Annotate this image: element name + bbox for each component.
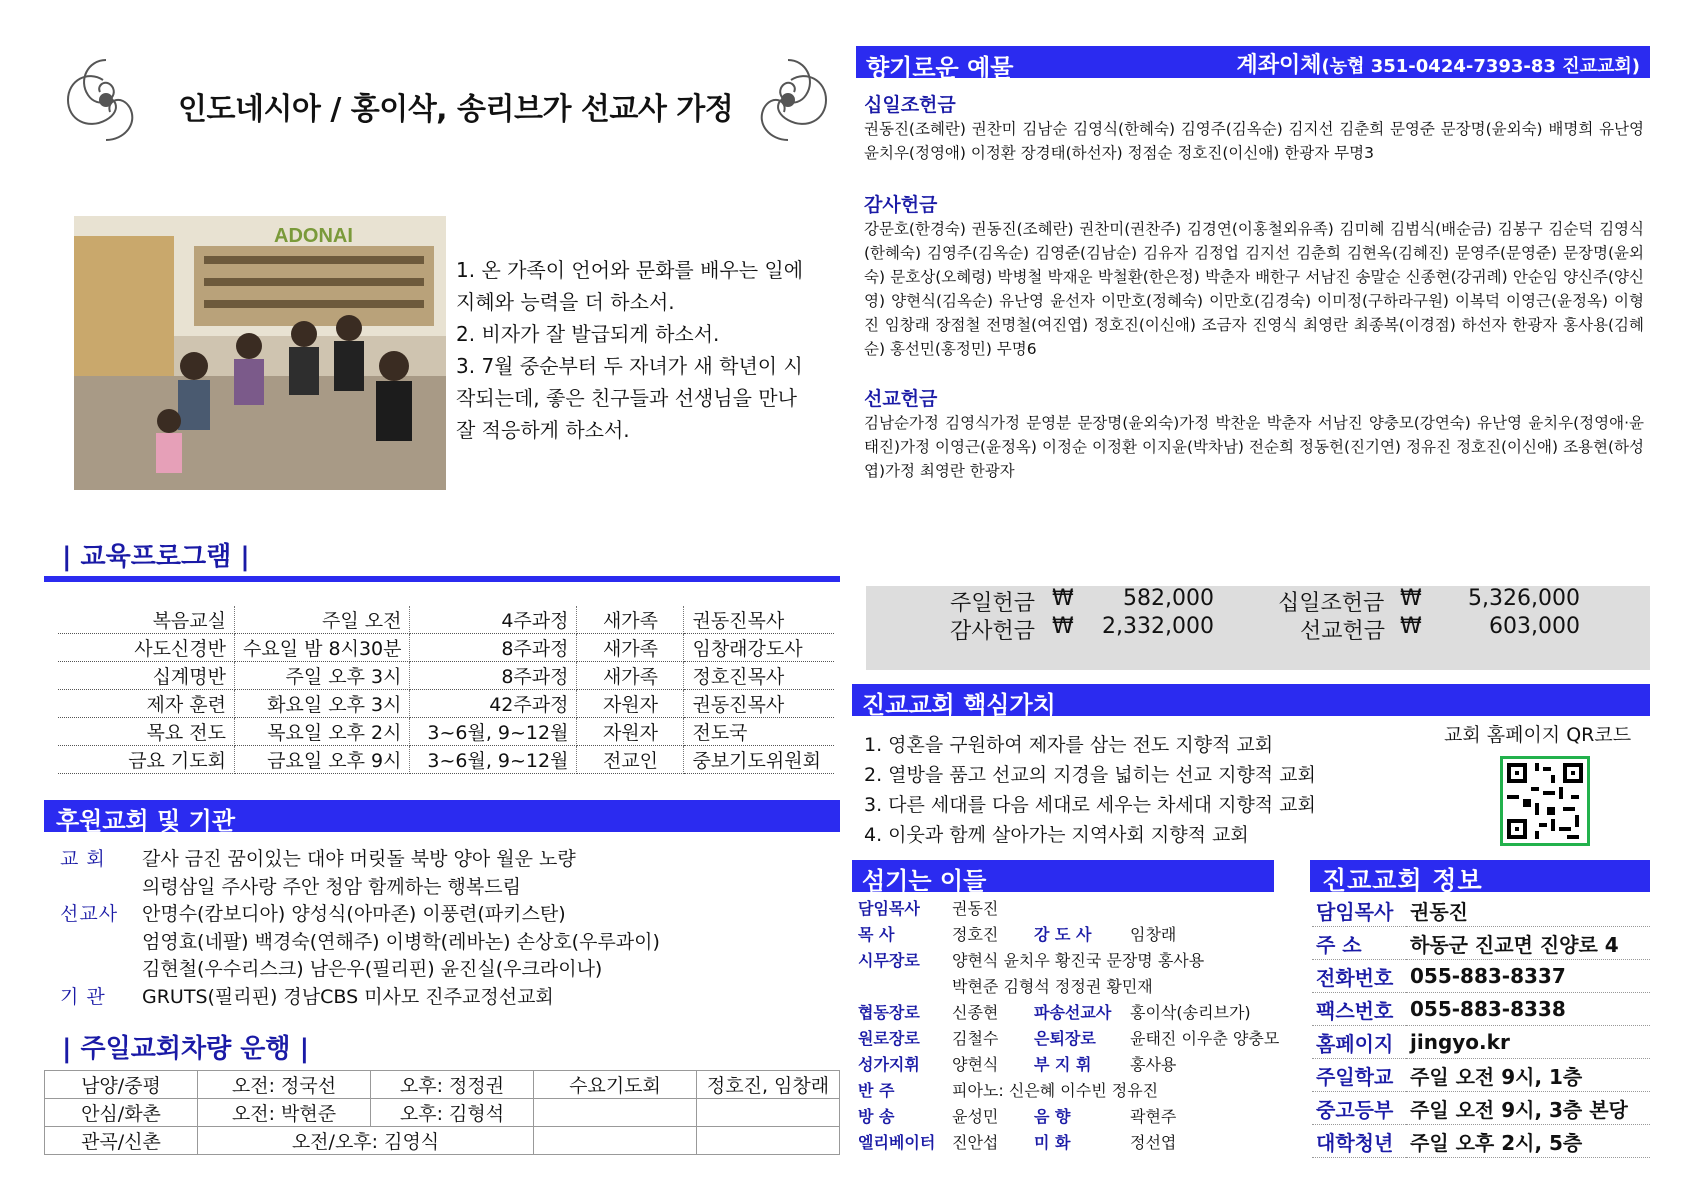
tithe-section [864, 90, 1644, 165]
role-label: 협동장로 [858, 1003, 920, 1022]
support-header [44, 800, 840, 835]
program-duration: 42주과정 [410, 690, 577, 718]
support-row [60, 901, 660, 984]
role-label: 엘리베이터 [858, 1133, 936, 1152]
info-value: 주일 오전 9시, 3층 본당 [1406, 1092, 1650, 1125]
program-target: 새가족 [577, 662, 684, 690]
program-name: 제자 훈련 [58, 690, 235, 718]
total-currency: ₩ [1052, 586, 1074, 611]
total-currency: ₩ [1052, 614, 1074, 639]
role-names: 임창래 [1130, 925, 1177, 944]
route-area: 관곡/신촌 [45, 1127, 198, 1155]
account-label: 계좌이체 [1236, 53, 1322, 78]
program-duration: 3~6월, 9~12월 [410, 718, 577, 746]
role-names: 곽현주 [1130, 1107, 1177, 1126]
table-row [58, 690, 834, 718]
account-info [1236, 48, 1640, 79]
program-leader: 전도국 [684, 718, 835, 746]
info-label: 전화번호 [1312, 960, 1406, 993]
table-row [58, 746, 834, 774]
role-label: 방 송 [858, 1107, 895, 1126]
core-value: 3. 다른 세대를 다음 세대로 세우는 차세대 지향적 교회 [864, 794, 1316, 816]
program-target: 전교인 [577, 746, 684, 774]
role-label: 은퇴장로 [1034, 1029, 1096, 1048]
church-info-title: 진교교회 정보 [1322, 866, 1483, 895]
table-row [1312, 894, 1650, 927]
mission-title: 인도네시아 / 홍이삭, 송리브가 선교사 가정 [178, 92, 734, 127]
support-category: 선교사 [60, 903, 119, 925]
mission-offering-section [864, 384, 1644, 483]
support-line: GRUTS(필리핀) 경남CBS 미사모 진주교정선교회 [142, 985, 554, 1008]
role-label: 파송선교사 [1034, 1003, 1112, 1022]
role-names: 김철수 [952, 1029, 999, 1048]
role-names: 홍사용 [1130, 1055, 1177, 1074]
program-target: 새가족 [577, 606, 684, 634]
total-amount: 603,000 [1489, 614, 1580, 639]
route-area: 남양/중평 [45, 1071, 198, 1099]
support-line: 엄영효(네팔) 백경숙(연해주) 이병학(레바논) 손상호(우루과이) [142, 930, 660, 953]
program-time: 수요일 밤 8시30분 [235, 634, 410, 662]
table-row [1312, 1125, 1650, 1158]
servant-row [858, 1000, 1251, 1023]
table-row [1312, 1092, 1650, 1125]
info-label: 중고등부 [1312, 1092, 1406, 1125]
ornament-left [58, 50, 154, 150]
core-values-list [864, 730, 1316, 850]
core-values-title: 진교교회 핵심가치 [862, 691, 1056, 719]
program-leader: 정호진목사 [684, 662, 835, 690]
servant-row [858, 896, 999, 919]
program-leader: 권동진목사 [684, 606, 835, 634]
role-names: 정선엽 [1130, 1133, 1177, 1152]
total-currency: ₩ [1400, 614, 1422, 639]
support-category: 교 회 [60, 848, 106, 870]
route-service [534, 1127, 697, 1155]
support-title: 후원교회 및 기관 [56, 807, 235, 835]
program-time: 화요일 오후 3시 [235, 690, 410, 718]
qr-label: 교회 홈페이지 QR코드 [1444, 724, 1632, 746]
role-names: 윤태진 이우춘 양충모 [1130, 1029, 1280, 1048]
role-names: 윤성민 [952, 1107, 999, 1126]
role-label: 미 화 [1034, 1133, 1071, 1152]
servants-header [852, 860, 1274, 895]
program-time: 주일 오전 [235, 606, 410, 634]
program-time: 목요일 오후 2시 [235, 718, 410, 746]
route-allday: 오전/오후: 김영식 [198, 1127, 534, 1155]
info-label: 홈페이지 [1312, 1026, 1406, 1059]
table-row [45, 1127, 840, 1155]
offering-header [856, 46, 1650, 82]
program-time: 금요일 오후 9시 [235, 746, 410, 774]
table-row [1312, 993, 1650, 1026]
table-row [1312, 927, 1650, 960]
servant-row [952, 974, 1153, 997]
section-names: 강문호(한경숙) 권동진(조혜란) 권찬미(권찬주) 김경연(이홍철외유족) 김미혜 김범식(배순금) 김봉구 김순덕 김영식(한혜숙) 김영주(김옥순) 김영준(김남순) 김유자 김정업 김지선 김춘희 김현옥(김혜진) 문영주(문영준) 문장명(윤외숙) 문호상(오혜령) 박병철 박재운 박철환(한은정) 박춘자 배한구 서남진 송말순 신종현(강귀례) 안순임 양신주(양신영) 양현식(김옥순) 유난영 윤선자 이만호(정혜숙) 이만호(김경숙) 이미정(구하라구원) 이복덕 이영근(윤정옥) 이형진 임창래 장점철 전명철(여진엽) 정호진(이신애) 조금자 진영식 최영란 최종복(이경점) 하선자 한광자 홍사용(김혜순) 홍선민(홍정민) 무명6 [864, 220, 1644, 358]
table-row [58, 662, 834, 690]
prayer-item: 2. 비자가 잘 발급되게 하소서. [456, 322, 720, 346]
church-info-header [1310, 860, 1650, 895]
route-driver: 정호진, 임창래 [697, 1071, 840, 1099]
info-value: 주일 오후 2시, 5층 [1406, 1125, 1650, 1158]
table-row [58, 606, 834, 634]
table-row [58, 718, 834, 746]
servant-row [858, 1130, 1177, 1153]
program-leader: 권동진목사 [684, 690, 835, 718]
role-label: 부 지 휘 [1034, 1055, 1092, 1074]
info-value: 055-883-8338 [1406, 993, 1650, 1026]
role-label: 담임목사 [858, 899, 920, 918]
route-driver [697, 1099, 840, 1127]
total-label: 선교헌금 [1300, 619, 1386, 644]
servant-row [858, 1026, 1280, 1049]
program-time: 주일 오후 3시 [235, 662, 410, 690]
program-name: 사도신경반 [58, 634, 235, 662]
support-row [60, 984, 660, 1012]
table-row [1312, 1026, 1650, 1059]
role-label: 시무장로 [858, 951, 920, 970]
program-duration: 8주과정 [410, 662, 577, 690]
homepage-qr-code[interactable] [1500, 756, 1590, 846]
role-label: 반 주 [858, 1081, 895, 1100]
route-service [534, 1099, 697, 1127]
core-value: 2. 열방을 품고 선교의 지경을 넓히는 선교 지향적 교회 [864, 764, 1316, 786]
account-detail: (농협 351-0424-7393-83 진교교회) [1321, 56, 1640, 77]
program-leader: 임창래강도사 [684, 634, 835, 662]
vehicle-title: | 주일교회차량 운행 | [62, 1034, 310, 1064]
prayer-item: 1. 온 가족이 언어와 문화를 배우는 일에 지혜와 능력을 더 하소서. [456, 258, 804, 314]
table-row [45, 1099, 840, 1127]
role-label: 강 도 사 [1034, 925, 1092, 944]
table-row [58, 634, 834, 662]
church-info-table [1312, 894, 1650, 1158]
offering-title: 향기로운 예물 [866, 54, 1014, 82]
role-names: 박현준 김형석 정정권 황민재 [952, 977, 1153, 996]
total-label: 주일헌금 [950, 591, 1036, 616]
program-name: 십계명반 [58, 662, 235, 690]
servant-row [858, 1104, 1177, 1127]
info-value: 권동진 [1406, 894, 1650, 927]
total-label: 십일조헌금 [1278, 591, 1385, 616]
support-category: 기 관 [60, 985, 106, 1008]
servant-row [858, 922, 1177, 945]
program-target: 자원자 [577, 718, 684, 746]
support-line: 안명수(캄보디아) 양성식(아마존) 이풍련(파키스탄) [142, 903, 566, 925]
route-driver [697, 1127, 840, 1155]
role-names: 정호진 [952, 925, 999, 944]
total-amount: 582,000 [1123, 586, 1214, 611]
table-row [45, 1071, 840, 1099]
prayer-item: 3. 7월 중순부터 두 자녀가 새 학년이 시작되는데, 좋은 친구들과 선생님을 만나 잘 적응하게 하소서. [456, 354, 803, 442]
info-label: 주일학교 [1312, 1059, 1406, 1092]
role-names: 신종현 [952, 1003, 999, 1022]
role-names: 홍이삭(송리브가) [1130, 1003, 1251, 1022]
section-names: 김남순가정 김영식가정 문영분 문장명(윤외숙)가정 박찬운 박춘자 서남진 양충모(강연숙) 유난영 윤치우(정영애·윤태진)가정 이영근(윤정옥) 이정순 이정환 이지윤(박차남) 전순희 정동헌(진기연) 정유진 정호진(이신애) 조용현(하성엽)가정 최영란 한광자 [864, 414, 1644, 480]
route-morning: 오전: 정국선 [198, 1071, 371, 1099]
education-table [58, 606, 834, 774]
info-label: 팩스번호 [1312, 993, 1406, 1026]
education-title: | 교육프로그램 | [62, 542, 250, 572]
role-label: 성가지휘 [858, 1055, 920, 1074]
support-line: 김현철(우수리스크) 남은우(필리핀) 윤진실(우크라이나) [142, 958, 603, 980]
core-value: 1. 영혼을 구원하여 제자를 삼는 전도 지향적 교회 [864, 734, 1274, 756]
program-name: 복음교실 [58, 606, 235, 634]
info-value: 하동군 진교면 진양로 4 [1406, 927, 1650, 960]
role-label: 원로장로 [858, 1029, 920, 1048]
role-label: 음 향 [1034, 1107, 1071, 1126]
route-afternoon: 오후: 정정권 [371, 1071, 534, 1099]
program-leader: 중보기도위원회 [684, 746, 835, 774]
vehicle-table [44, 1070, 840, 1155]
program-name: 금요 기도회 [58, 746, 235, 774]
program-name: 목요 전도 [58, 718, 235, 746]
info-label: 주 소 [1312, 927, 1406, 960]
route-service: 수요기도회 [534, 1071, 697, 1099]
table-row [1312, 1059, 1650, 1092]
photo-banner: ADONAI [274, 225, 353, 247]
education-divider [44, 576, 840, 582]
info-label: 담임목사 [1312, 894, 1406, 927]
section-names: 권동진(조혜란) 권찬미 김남순 김영식(한혜숙) 김영주(김옥순) 김지선 김춘희 문영준 문장명(윤외숙) 배명희 유난영 윤치우(정영애) 이정환 장경태(하선자) 정점순 정호진(이신애) 한광자 무명3 [864, 120, 1644, 162]
ornament-right [740, 50, 836, 150]
support-list [60, 846, 660, 1011]
core-values-header [852, 684, 1650, 719]
program-target: 새가족 [577, 634, 684, 662]
mission-family-photo [74, 216, 446, 490]
core-value: 4. 이웃과 함께 살아가는 지역사회 지향적 교회 [864, 824, 1249, 846]
servant-row [858, 1078, 1159, 1101]
table-row [1312, 960, 1650, 993]
role-label: 목 사 [858, 925, 895, 944]
support-line: 갈사 금진 꿈이있는 대야 머릿돌 북방 양아 월운 노량 [142, 848, 576, 870]
role-names: 피아노: 신은혜 이수빈 정유진 [952, 1081, 1159, 1100]
total-amount: 2,332,000 [1102, 614, 1214, 639]
section-title: 선교헌금 [864, 388, 938, 410]
info-value: 055-883-8337 [1406, 960, 1650, 993]
support-line: 의령삼일 주사랑 주안 청암 함께하는 행복드림 [142, 875, 521, 898]
servant-row [858, 948, 1205, 971]
program-duration: 3~6월, 9~12월 [410, 746, 577, 774]
total-label: 감사헌금 [950, 619, 1036, 644]
homepage-link[interactable]: jingyo.kr [1406, 1026, 1650, 1059]
program-duration: 8주과정 [410, 634, 577, 662]
program-duration: 4주과정 [410, 606, 577, 634]
route-area: 안심/화촌 [45, 1099, 198, 1127]
prayer-list [456, 254, 808, 446]
section-title: 십일조헌금 [864, 94, 956, 116]
info-value: 주일 오전 9시, 1층 [1406, 1059, 1650, 1092]
route-afternoon: 오후: 김형석 [371, 1099, 534, 1127]
role-names: 진안섭 [952, 1133, 999, 1152]
info-label: 대학청년 [1312, 1125, 1406, 1158]
section-title: 감사헌금 [864, 194, 938, 216]
program-target: 자원자 [577, 690, 684, 718]
support-row [60, 846, 660, 901]
offering-totals [866, 586, 1650, 670]
total-currency: ₩ [1400, 586, 1422, 611]
role-names: 권동진 [952, 899, 999, 918]
role-names: 양현식 [952, 1055, 999, 1074]
total-amount: 5,326,000 [1468, 586, 1580, 611]
thanks-section [864, 190, 1644, 361]
servants-title: 섬기는 이들 [862, 867, 987, 895]
role-names: 양현식 윤치우 황진국 문장명 홍사용 [952, 951, 1205, 970]
servant-row [858, 1052, 1177, 1075]
route-morning: 오전: 박현준 [198, 1099, 371, 1127]
